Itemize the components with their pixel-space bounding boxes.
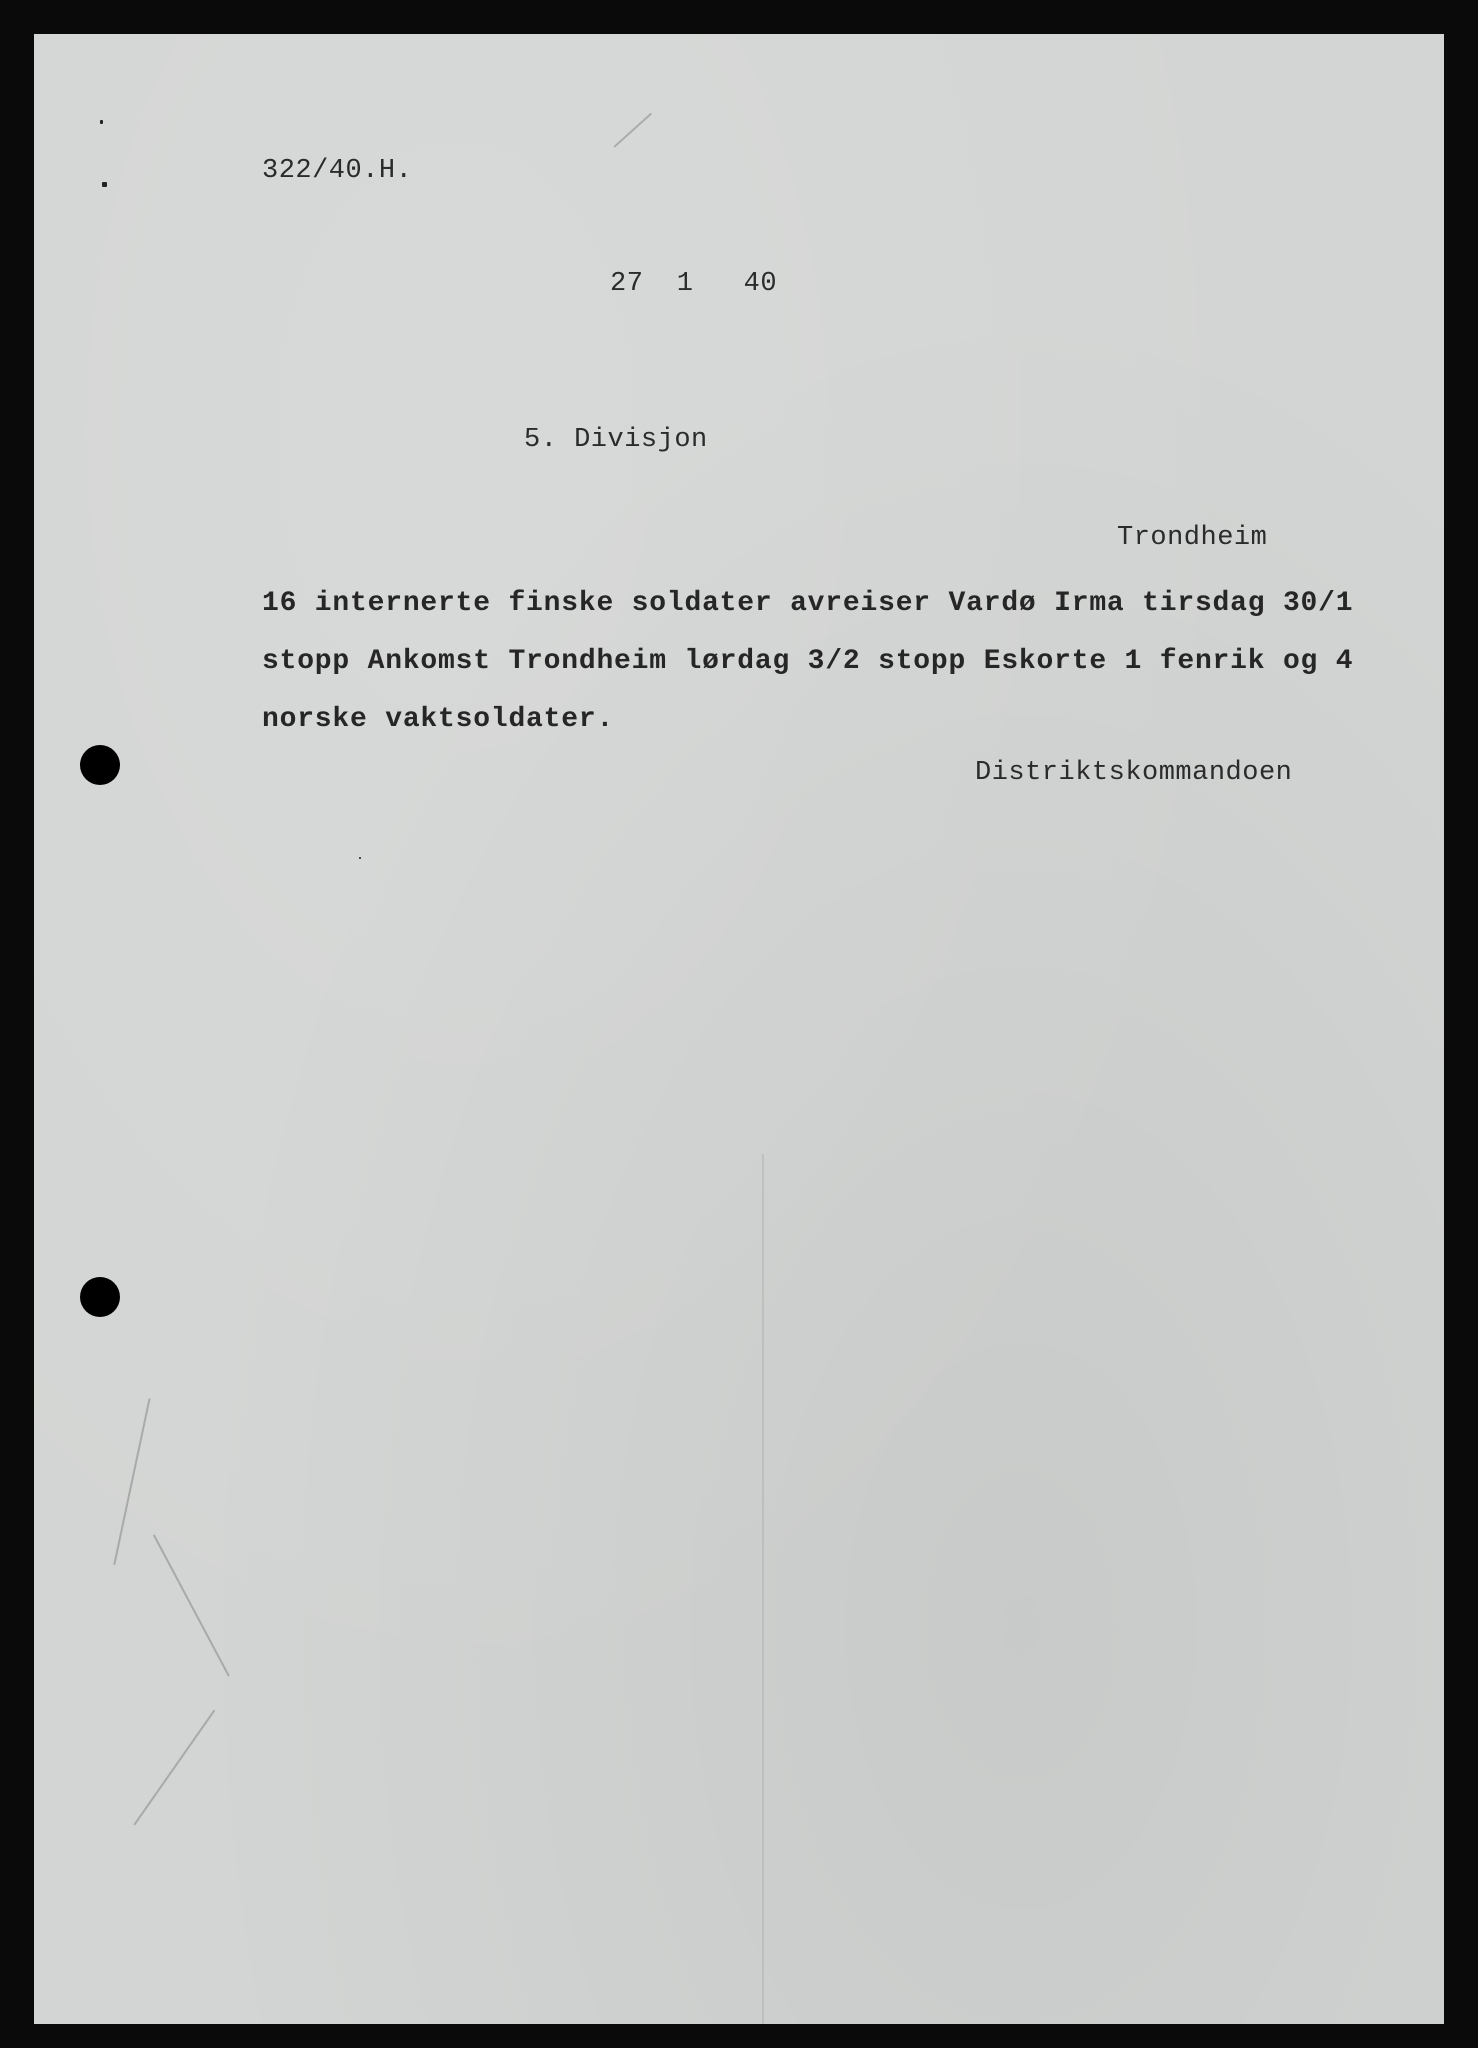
pencil-stroke-left-3 [133, 1710, 215, 1826]
paper-crease [762, 1154, 764, 2024]
message-line-2: stopp Ankomst Trondheim lørdag 3/2 stopp Eskorte 1 fenrik og 4 [262, 646, 1354, 677]
punch-hole-bottom [80, 1277, 120, 1317]
message-line-3: norske vaktsoldater. [262, 704, 615, 735]
destination-place: Trondheim [1117, 523, 1268, 553]
signature: Distriktskommandoen [975, 758, 1293, 788]
punch-hole-top [80, 745, 120, 785]
margin-speck-1 [100, 120, 103, 124]
pencil-stroke-top [613, 113, 651, 148]
reference-number: 322/40.H. [262, 156, 413, 186]
date-line: 27 1 40 [610, 269, 778, 299]
page-speck [359, 857, 361, 859]
recipient: 5. Divisjon [524, 425, 708, 455]
document-sheet [34, 34, 1444, 2024]
pencil-stroke-left-2 [153, 1534, 229, 1676]
message-line-1: 16 internerte finske soldater avreiser Vardø Irma tirsdag 30/1 [262, 588, 1354, 619]
pencil-stroke-left-1 [113, 1398, 150, 1565]
margin-speck-2 [102, 182, 107, 187]
